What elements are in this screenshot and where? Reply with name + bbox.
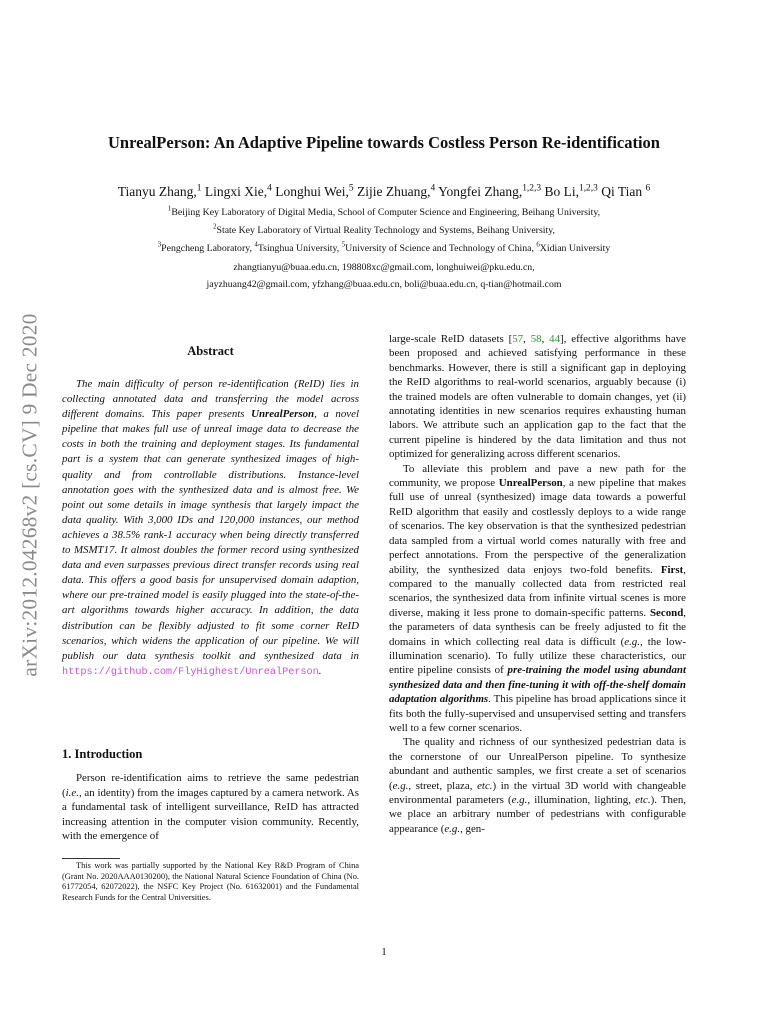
paper-title: UnrealPerson: An Adaptive Pipeline towards Costless Person Re-identification	[108, 133, 660, 152]
author: Yongfei Zhang,$^{1,2,3}$	[438, 183, 542, 199]
paragraph: large-scale ReID datasets [57, 58, 44], effective algorithms have been proposed and achieved satisfying performance in these benchmarks. However, there is still a significant gap in deploying the ReID algorithms to real-world scenarios, arguably because (i) the trained models are often vulnerable to domain changes, yet (ii) annotating identities in new scenarios requires exhausting human labors. We attribute such an application gap to the fact that the current pipeline is hindered by the data limitation and thus not optimized for generalizing across different scenarios.	[389, 333, 686, 461]
affiliation-line-3: $^3$Pengcheng Laboratory, $^4$Tsinghua University, $^5$University of Science and Technology of China, $^6$Xidian University	[157, 241, 611, 254]
email-line-2: jayzhuang42@gmail.com, yfzhang@buaa.edu.cn, boli@buaa.edu.cn, q-tian@hotmail.com	[206, 279, 562, 290]
author: Qi Tian $^6$	[601, 183, 651, 199]
method-name: UnrealPerson	[251, 408, 315, 421]
section-heading-introduction: 1. Introduction	[62, 747, 143, 761]
arxiv-identifier	[13, 275, 47, 715]
author: Tianyu Zhang,$^1$	[117, 183, 202, 199]
author: Lingxi Xie,$^4$	[204, 183, 272, 199]
citation-link[interactable]: 57	[512, 333, 524, 345]
footnote: This work was partially supported by the National Key R&D Program of China (Grant No. 2020AAA0130200), the National Natural Science Foundation of China (No. 61772054, 62072022), the NSFC Key Project (No. 61632001) and the Fundamental Research Funds for the Central Universities.	[62, 861, 359, 902]
author: Zijie Zhuang,$^4$	[357, 183, 436, 199]
github-link[interactable]: https://github.com/FlyHighest/UnrealPerson	[62, 666, 319, 678]
paragraph: The quality and richness of our synthesized pedestrian data is the cornerstone of our UnrealPerson pipeline. To synthesize abundant and authentic samples, we first create a set of scenarios (e.g., street, plaza, etc.) in the virtual 3D world with changeable environmental parameters (e.g., illumination, lighting, etc.). Then, we place an arbitrary number of pedestrians with configurable appearance (e.g., gen-	[389, 736, 686, 835]
footnote-rule	[62, 858, 120, 859]
intro-paragraph: Person re-identification aims to retrieve the same pedestrian (i.e., an identity) from the images captured by a camera network. As a fundamental task of intelligent surveillance, ReID has attracted increasing attention in the computer vision community. Recently, with the emergence of	[62, 772, 359, 843]
paragraph: To alleviate this problem and pave a new path for the community, we propose UnrealPerson, a new pipeline that makes full use of unreal (synthesized) image data towards a powerful ReID algorithm that easily and costlessly deploys to a wide range of scenarios. The key observation is that the synthesized pedestrian data sampled from a virtual world comes naturally with free and perfect annotations. From the perspective of the generalization ability, the synthesized data enjoys two-fold benefits. First, compared to the manually collected data from restricted real scenarios, the synthesized data from infinite virtual scenes is more diverse, making it less prone to domain-specific patterns. Second, the parameters of data synthesis can be freely adjusted to fit the domains in which collecting real data is difficult (e.g., the low-illumination scenario). To fully utilize these characteristics, our entire pipeline consists of pre-training the model using abundant synthesized data and then fine-tuning it with off-the-shelf domain adaptation algorithms. This pipeline has broad applications since it fits both the fully-supervised and unsupervised setting and transfers well to a few corner scenarios.	[389, 462, 686, 734]
author: Longhui Wei,$^5$	[275, 183, 354, 199]
affiliation-line-1: $^1$Beijing Key Laboratory of Digital Media, School of Computer Science and Engineering, Beihang University,	[167, 205, 601, 218]
abstract-heading: Abstract	[187, 344, 234, 358]
author-list	[0, 184, 768, 200]
right-column-text	[389, 332, 686, 836]
citation-link[interactable]: 44	[549, 333, 561, 345]
affiliation-line-2: $^2$State Key Laboratory of Virtual Reality Technology and Systems, Beihang University,	[213, 223, 555, 236]
author: Bo Li,$^{1,2,3}$	[544, 183, 598, 199]
citation-link[interactable]: 58	[530, 333, 542, 345]
abstract-body: The main difficulty of person re-identification (ReID) lies in collecting annotated data and transferring the model across different domains. This paper presents UnrealPerson, a novel pipeline that makes full use of unreal image data to decrease the costs in both the training and deployment stages. Its fundamental part is a system that can generate synthesized images of high-quality and from controllable distributions. Instance-level annotation goes with the synthesized data and is almost free. We point out some details in image synthesis that largely impact the data quality. With 3,000 IDs and 120,000 instances, our method achieves a 38.5% rank-1 accuracy when being directly transferred to MSMT17. It almost doubles the former record using synthesized data and even surpasses previous direct transfer records using real data. This offers a good basis for unsupervised domain adaption, where our pre-trained model is easily plugged into the state-of-the-art algorithms towards higher accuracy. In addition, the data distribution can be flexibly adjusted to fit some corner ReID scenarios, which widens the application of our pipeline. We will publish our data synthesis toolkit and synthesized data in https://github.com/FlyHighest/UnrealPerson.	[62, 378, 360, 678]
page-number: 1	[381, 946, 387, 958]
email-line-1: zhangtianyu@buaa.edu.cn, 198808xc@gmail.com, longhuiwei@pku.edu.cn,	[233, 262, 535, 273]
arxiv-identifier-text: arXiv:2012.04268v2 [cs.CV] 9 Dec 2020	[17, 313, 42, 677]
